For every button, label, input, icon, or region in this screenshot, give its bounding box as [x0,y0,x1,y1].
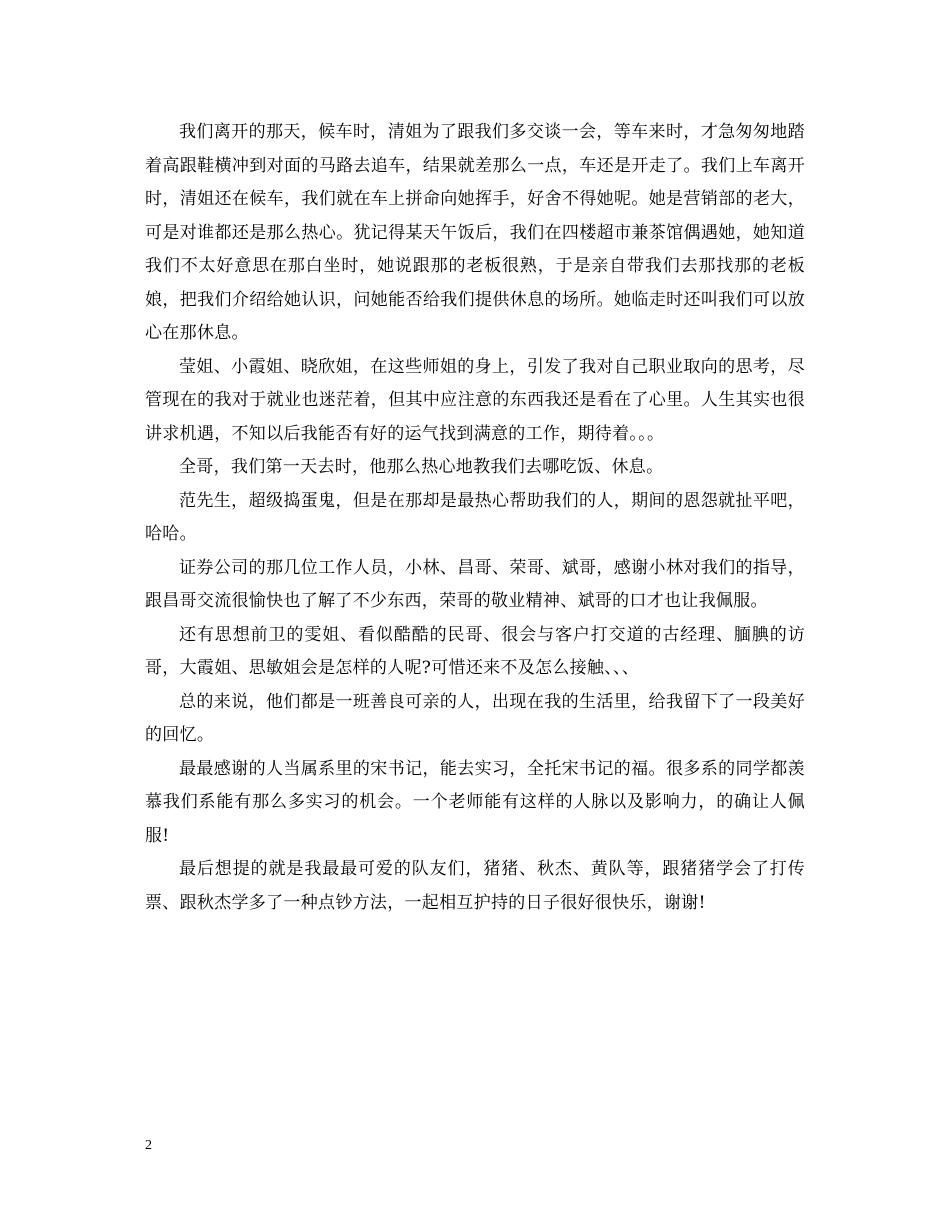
paragraph-3: 全哥，我们第一天去时，他那么热心地教我们去哪吃饭、休息。 [179,457,664,477]
paragraph-4: 范先生，超级捣蛋鬼，但是在那却是最热心帮助我们的人，期间的恩怨就扯平吧，哈哈。 [145,490,805,544]
page-number: 2 [145,1138,152,1153]
paragraph-1: 我们离开的那天，候车时，清姐为了跟我们多交谈一会，等车来时，才急匆匆地踏着高跟鞋横冲到对面的马路去追车，结果就差那么一点，车还是开走了。我们上车离开时，清姐还在候车，我们就在车上拼命向她挥手，好舍不得她呢。她是营销部的老大，可是对谁都还是那么热心。犹记得某天午饭后，我们在四楼超市兼茶馆偶遇她，她知道我们不太好意思在那白坐时，她说跟那的老板很熟，于是亲自带我们去那找那的老板娘，把我们介绍给她认识，问她能否给我们提供休息的场所。她临走时还叫我们可以放心在那休息。 [145,122,805,343]
paragraph-8: 最最感谢的人当属系里的宋书记，能去实习，全托宋书记的福。很多系的同学都羡慕我们系能有那么多实习的机会。一个老师能有这样的人脉以及影响力，的确让人佩服! [145,758,805,846]
paragraph-5: 证券公司的那几位工作人员，小林、昌哥、荣哥、斌哥，感谢小林对我们的指导，跟昌哥交流很愉快也了解了不少东西，荣哥的敬业精神、斌哥的口才也让我佩服。 [145,557,805,611]
paragraph-6: 还有思想前卫的雯姐、看似酷酷的民哥、很会与客户打交道的古经理、腼腆的访哥，大霞姐、思敏姐会是怎样的人呢?可惜还来不及怎么接触、、、 [145,624,805,678]
body-text [145,116,805,920]
paragraph-7: 总的来说，他们都是一班善良可亲的人，出现在我的生活里，给我留下了一段美好的回忆。 [145,691,805,745]
paragraph-2: 莹姐、小霞姐、晓欣姐，在这些师姐的身上，引发了我对自己职业取向的思考，尽管现在的我对于就业也迷茫着，但其中应注意的东西我还是看在了心里。人生其实也很讲求机遇，不知以后我能否有好的运气找到满意的工作，期待着。。。 [145,356,805,444]
paragraph-9: 最后想提的就是我最最可爱的队友们，猪猪、秋杰、黄队等，跟猪猪学会了打传票、跟秋杰学多了一种点钞方法，一起相互护持的日子很好很快乐，谢谢! [145,859,805,913]
